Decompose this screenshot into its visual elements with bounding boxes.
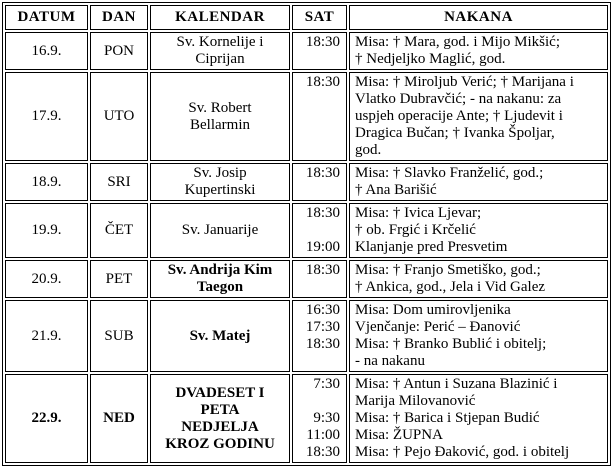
text-line: 17:30	[305, 319, 340, 335]
text-line: Bellarmin	[190, 116, 250, 133]
dan-cell: SUB	[90, 300, 148, 372]
schedule-table	[2, 2, 611, 466]
kalendar-cell	[150, 163, 290, 201]
table-row	[5, 32, 608, 70]
nakana-cell	[349, 374, 608, 463]
text-line: KROZ GODINU	[165, 435, 275, 452]
text-line: Misa: ŽUPNA	[355, 427, 443, 443]
text-line: 18:30	[305, 262, 340, 278]
text-line: PETA	[200, 401, 240, 418]
kalendar-cell	[150, 203, 290, 258]
nakana-cell	[349, 163, 608, 201]
text-line: Misa: † Ivica Ljevar;	[355, 205, 482, 221]
text-line: 18:30	[305, 165, 340, 181]
text-line: 18:30	[305, 336, 340, 352]
text-line: Sv. Januarije	[181, 222, 259, 238]
text-line: Taegon	[196, 279, 244, 295]
text-line: Misa: Dom umirovljenika	[355, 302, 511, 318]
table-row	[5, 374, 608, 463]
text-line	[295, 222, 340, 239]
text-line: † Nedjeljko Maglić, god.	[355, 51, 506, 67]
sat-cell	[292, 260, 347, 298]
datum-cell: 22.9.	[5, 374, 88, 463]
kalendar-cell	[150, 300, 290, 372]
text-line: Sv. Kornelije i	[176, 34, 264, 50]
text-line: uspjeh operacije Ante; † Ljudevit i	[355, 108, 563, 124]
sat-cell	[292, 374, 347, 463]
nakana-cell	[349, 203, 608, 258]
dan-cell: PET	[90, 260, 148, 298]
column-header-datum: DATUM	[5, 5, 88, 30]
text-line: Misa: † Branko Bublić i obitelj;	[355, 336, 547, 352]
dan-cell: NED	[90, 374, 148, 463]
table-row	[5, 72, 608, 161]
text-line: Sv. Robert	[188, 99, 252, 116]
nakana-cell	[349, 300, 608, 372]
sat-cell	[292, 32, 347, 70]
text-line: 18:30	[305, 34, 340, 50]
text-line: Misa: † Slavko Franželić, god.;	[355, 165, 544, 181]
text-line: 9:30	[313, 410, 340, 426]
text-line: Sv. Andrija Kim	[167, 262, 273, 278]
text-line: Sv. Matej	[189, 327, 251, 344]
text-line: Misa: † Antun i Suzana Blazinić i	[355, 376, 558, 392]
text-line: 18:30	[305, 444, 340, 460]
schedule-body	[5, 32, 608, 463]
text-line: 11:00	[306, 427, 340, 443]
text-line: Vlatko Dubravčić; - na nakanu: za	[355, 91, 562, 107]
nakana-cell	[349, 72, 608, 161]
dan-cell: SRI	[90, 163, 148, 201]
text-line	[295, 393, 340, 410]
text-line: - na nakanu	[355, 353, 425, 369]
column-header-sat: SAT	[292, 5, 347, 30]
text-line: Misa: † Pejo Đaković, god. i obitelj	[355, 444, 570, 460]
text-line: † Ana Barišić	[355, 182, 437, 198]
text-line: Misa: † Miroljub Verić; † Marijana i	[355, 74, 574, 90]
text-line: 18:30	[305, 74, 340, 90]
table-row	[5, 163, 608, 201]
table-row	[5, 203, 608, 258]
kalendar-cell	[150, 32, 290, 70]
text-line: Kupertinski	[184, 182, 256, 198]
text-line: DVADESET I	[175, 384, 265, 401]
sat-cell	[292, 72, 347, 161]
dan-cell: PON	[90, 32, 148, 70]
dan-cell: UTO	[90, 72, 148, 161]
text-line: Klanjanje pred Presvetim	[355, 239, 508, 255]
datum-cell: 20.9.	[5, 260, 88, 298]
datum-cell: 21.9.	[5, 300, 88, 372]
schedule-header	[5, 5, 608, 30]
text-line: NEDJELJA	[181, 418, 259, 435]
nakana-cell	[349, 32, 608, 70]
kalendar-cell	[150, 72, 290, 161]
text-line: † ob. Frgić i Krčelić	[355, 222, 476, 238]
text-line: Sv. Josip	[193, 165, 247, 181]
datum-cell: 17.9.	[5, 72, 88, 161]
text-line: Dragica Bučan; † Ivanka Špoljar,	[355, 125, 555, 141]
sat-cell	[292, 300, 347, 372]
column-header-kalendar: KALENDAR	[150, 5, 290, 30]
text-line: Vjenčanje: Perić – Đanović	[355, 319, 521, 335]
table-row	[5, 260, 608, 298]
text-line: 16:30	[305, 302, 340, 318]
sat-cell	[292, 203, 347, 258]
column-header-dan: DAN	[90, 5, 148, 30]
text-line: 19:00	[305, 239, 340, 255]
column-header-nakana: NAKANA	[349, 5, 608, 30]
text-line: † Ankica, god., Jela i Vid Galez	[355, 279, 546, 295]
text-line: Misa: † Mara, god. i Mijo Mikšić;	[355, 34, 560, 50]
table-row	[5, 300, 608, 372]
text-line: 7:30	[313, 376, 340, 392]
text-line: god.	[355, 142, 382, 158]
dan-cell: ČET	[90, 203, 148, 258]
kalendar-cell	[150, 260, 290, 298]
text-line: Marija Milovanović	[355, 393, 476, 409]
datum-cell: 16.9.	[5, 32, 88, 70]
nakana-cell	[349, 260, 608, 298]
header-row	[5, 5, 608, 30]
text-line: Ciprijan	[195, 51, 245, 67]
datum-cell: 18.9.	[5, 163, 88, 201]
sat-cell	[292, 163, 347, 201]
datum-cell: 19.9.	[5, 203, 88, 258]
text-line: 18:30	[305, 205, 340, 221]
text-line: Misa: † Franjo Smetiško, god.;	[355, 262, 541, 278]
text-line: Misa: † Barica i Stjepan Budić	[355, 410, 540, 426]
kalendar-cell	[150, 374, 290, 463]
